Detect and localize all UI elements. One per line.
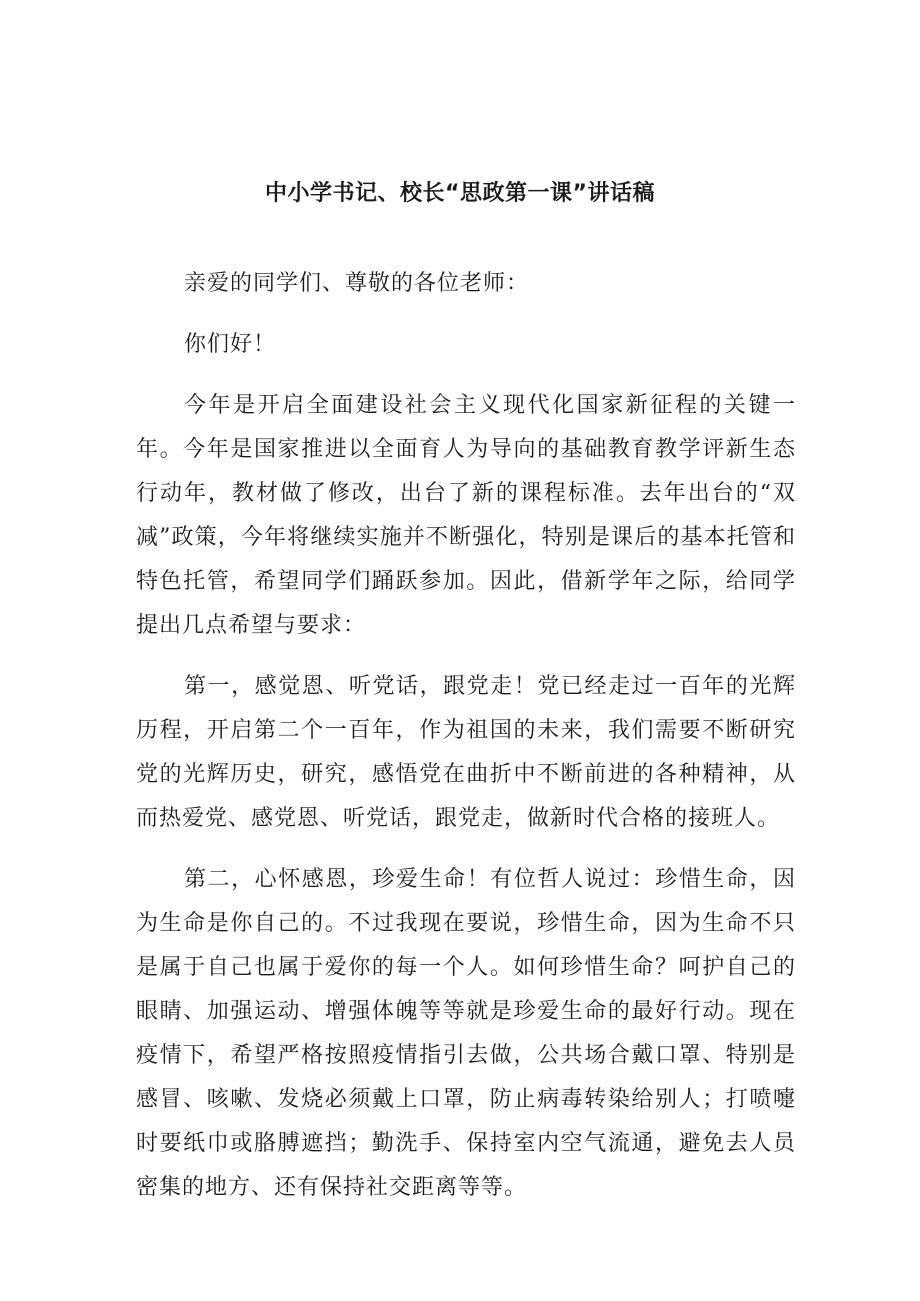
greeting-paragraph: 亲爱的同学们、尊敬的各位老师： [184,271,530,296]
document-title: 中小学书记、校长“思政第一课”讲话稿 [265,181,655,206]
point-two-paragraph: 第二，心怀感恩，珍爱生命！有位哲人说过：珍惜生命，因为生命是你自己的。不过我现在要说，珍惜生命，因为生命不只是属于自己也属于爱你的每一个人。如何珍惜生命？呵护自己的眼睛、加强运动、增强体魄等等就是珍爱生命的最好行动。现在疫情下，希望严格按照疫情指引去做，公共场合戴口罩、特别是感冒、咳嗽、发烧必须戴上口罩，防止病毒转染给别人；打喷嚏时要纸巾或胳膊遮挡；勤洗手、保持室内空气流通，避免去人员密集的地方、还有保持社交距离等等。 [136,867,796,1200]
salutation-paragraph: 你们好！ [184,332,277,357]
document-body [136,262,796,1227]
point-one-paragraph: 第一，感觉恩、听党话，跟党走！党已经走过一百年的光辉历程，开启第二个一百年，作为祖国的未来，我们需要不断研究党的光辉历史，研究，感悟党在曲折中不断前进的各种精神，从而热爱党、感党恩、听党话，跟党走，做新时代合格的接班人。 [136,674,796,831]
intro-paragraph: 今年是开启全面建设社会主义现代化国家新征程的关键一年。今年是国家推进以全面育人为导向的基础教育教学评新生态行动年，教材做了修改，出台了新的课程标准。去年出台的“双减”政策，今年将继续实施并不断强化，特别是课后的基本托管和特色托管，希望同学们踊跃参加。因此，借新学年之际，给同学提出几点希望与要求： [136,393,796,638]
